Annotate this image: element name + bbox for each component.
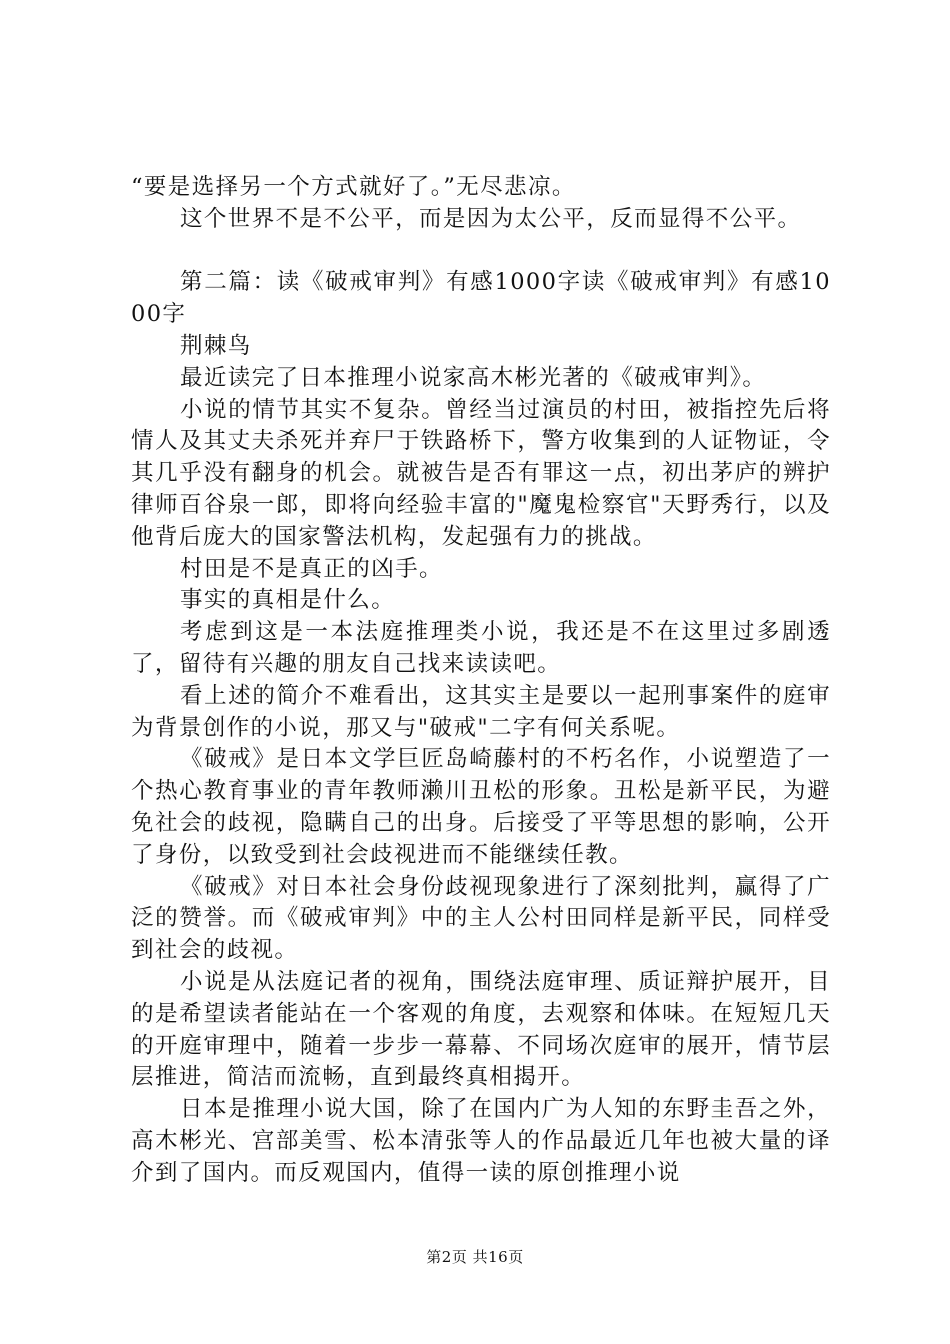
paragraph-no-spoilers: 考虑到这是一本法庭推理类小说，我还是不在这里过多剧透了，留待有兴趣的朋友自己找来读读吧。 [131, 619, 831, 677]
paragraph-world-fairness: 这个世界不是不公平，而是因为太公平，反而显得不公平。 [180, 205, 802, 232]
document-body [131, 172, 831, 1190]
paragraph-plot: 小说的情节其实不复杂。曾经当过演员的村田，被指控先后将情人及其丈夫杀死并弃尸于铁路桥下，警方收集到的人证物证，令其几乎没有翻身的机会。就被告是否有罪这一点，初出茅庐的辨护律师百谷泉一郎，即将向经验丰富的"魔鬼检察官"天野秀行，以及他背后庞大的国家警法机构，发起强有力的挑战。 [131, 396, 831, 550]
paragraph-question-truth: 事实的真相是什么。 [180, 587, 396, 614]
paragraph-hakai-summary: 《破戒》是日本文学巨匠岛崎藤村的不朽名作，小说塑造了一个热心教育事业的青年教师濑川丑松的形象。丑松是新平民，为避免社会的歧视，隐瞒自己的出身。后接受了平等思想的影响，公开了身份，以致受到社会歧视进而不能继续任教。 [131, 746, 831, 868]
paragraph-japan-mystery: 日本是推理小说大国，除了在国内广为人知的东野圭吾之外，高木彬光、宫部美雪、松本清张等人的作品最近几年也被大量的译介到了国内。而反观国内，值得一读的原创推理小说 [131, 1096, 831, 1186]
paragraph-perspective: 小说是从法庭记者的视角，围绕法庭审理、质证辩护展开，目的是希望读者能站在一个客观的角度，去观察和体味。在短短几天的开庭审理中，随着一步步一幕幕、不同场次庭审的展开，情节层层推进，简洁而流畅，直到最终真相揭开。 [131, 968, 831, 1091]
paragraph-intro: 最近读完了日本推理小说家高木彬光著的《破戒审判》。 [180, 364, 767, 391]
page-number-footer: 第2页 共16页 [426, 1248, 524, 1266]
paragraph-spacer [131, 236, 831, 268]
paragraph-title-relation: 看上述的简介不难看出，这其实主是要以一起刑事案件的庭审为背景创作的小说，那又与"破戒"二字有何关系呢。 [131, 682, 831, 741]
paragraph-quote: “要是选择另一个方式就好了。”无尽悲凉。 [131, 174, 576, 200]
paragraph-hakai-critique: 《破戒》对日本社会身份歧视现象进行了深刻批判，赢得了广泛的赞誉。而《破戒审判》中的主人公村田同样是新平民，同样受到社会的歧视。 [131, 873, 831, 964]
author-name: 荆棘鸟 [180, 332, 252, 359]
section-title: 第二篇：读《破戒审判》有感1000字读《破戒审判》有感1000字 [131, 269, 831, 328]
paragraph-question-killer: 村田是不是真正的凶手。 [180, 555, 443, 582]
